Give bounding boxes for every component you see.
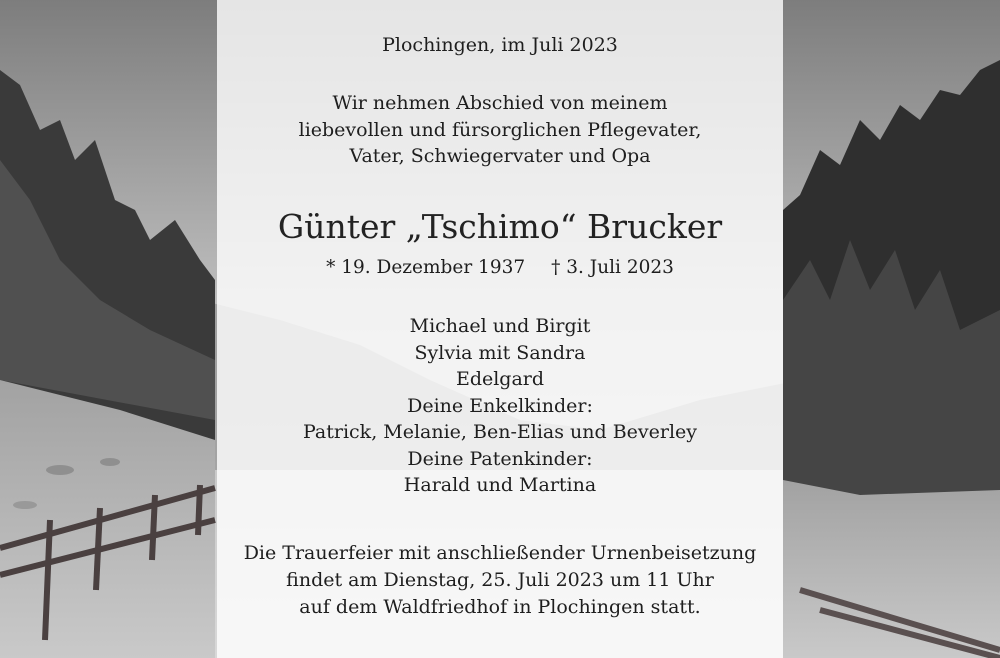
- farewell-text: [217, 90, 783, 170]
- mourner-line: Michael und Birgit: [409, 315, 591, 337]
- mourners-list: [217, 313, 783, 499]
- death-date: † 3. Juli 2023: [551, 257, 674, 278]
- mourner-line: Deine Enkelkinder:: [407, 394, 593, 417]
- intro-line: Vater, Schwiegervater und Opa: [349, 145, 651, 167]
- service-line: findet am Dienstag, 25. Juli 2023 um 11 Uhr: [286, 569, 714, 591]
- service-line: Die Trauerfeier mit anschließender Urnenbeisetzung: [243, 542, 757, 564]
- mourner-line: Harald und Martina: [403, 474, 597, 496]
- birth-date: * 19. Dezember 1937: [326, 257, 526, 278]
- intro-line: Wir nehmen Abschied von meinem: [332, 92, 668, 114]
- mourner-line: Edelgard: [455, 368, 545, 390]
- intro-line: liebevollen und fürsorglichen Pflegevater,: [298, 118, 702, 141]
- funeral-details: [217, 540, 783, 621]
- deceased-name: Günter „Tschimo“ Brucker: [277, 207, 723, 246]
- place-date: Plochingen, im Juli 2023: [382, 34, 618, 56]
- mourner-line: Deine Patenkinder:: [407, 447, 593, 470]
- mourner-line: Patrick, Melanie, Ben-Elias und Beverley: [302, 421, 698, 443]
- service-line: auf dem Waldfriedhof in Plochingen statt.: [299, 596, 701, 618]
- life-dates: [217, 255, 783, 282]
- mourner-line: Sylvia mit Sandra: [414, 341, 586, 364]
